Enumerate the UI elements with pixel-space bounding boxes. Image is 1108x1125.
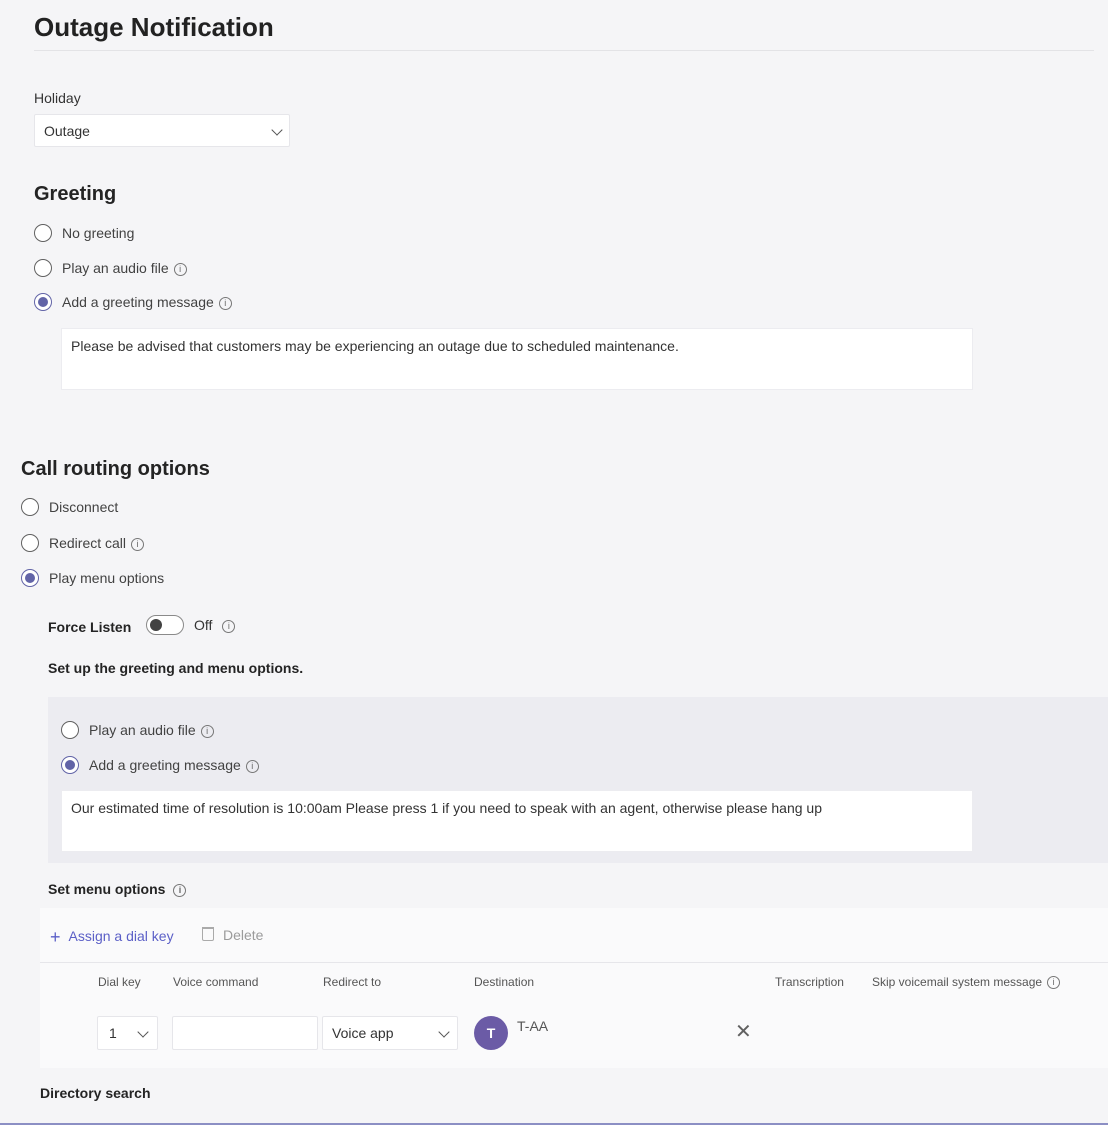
menu-greeting-message-text: Our estimated time of resolution is 10:00am Please press 1 if you need to speak with an agent, otherwise please hang up [71, 800, 822, 816]
column-header-destination: Destination [474, 975, 535, 989]
radio-label [62, 294, 232, 310]
greeting-heading: Greeting [34, 183, 117, 205]
toggle-knob [150, 619, 162, 631]
trash-icon [202, 927, 214, 941]
assign-dial-key-label: Assign a dial key [68, 928, 174, 944]
delete-label: Delete [223, 927, 264, 943]
holiday-select-value: Outage [44, 123, 90, 139]
voice-command-input[interactable] [172, 1016, 318, 1050]
column-header-redirect-to: Redirect to [323, 975, 382, 989]
radio-label-text: Play an audio file [62, 260, 169, 276]
directory-search-heading: Directory search [40, 1085, 151, 1101]
radio-label-text: Redirect call [49, 535, 127, 551]
radio-label [62, 260, 187, 276]
radio-button[interactable] [34, 259, 52, 277]
menu-options-heading [48, 881, 186, 897]
radio-label: No greeting [62, 225, 135, 241]
info-icon[interactable]: i [131, 538, 144, 551]
radio-label [49, 535, 144, 551]
redirect-to-value: Voice app [332, 1025, 394, 1041]
close-icon[interactable]: ✕ [735, 1021, 752, 1043]
radio-redirect-call[interactable] [21, 534, 321, 556]
radio-no-greeting[interactable] [34, 224, 334, 246]
chevron-down-icon [137, 1026, 148, 1037]
radio-button[interactable] [21, 498, 39, 516]
radio-disconnect[interactable] [21, 498, 321, 520]
radio-label [89, 722, 214, 738]
greeting-message-text: Please be advised that customers may be experiencing an outage due to scheduled maintenance. [71, 338, 679, 354]
radio-add-greeting-message[interactable] [34, 293, 334, 315]
radio-button-selected[interactable] [21, 569, 39, 587]
page-title: Outage Notification [34, 12, 274, 42]
force-listen-state [194, 617, 235, 633]
avatar: T [474, 1016, 508, 1050]
call-routing-heading: Call routing options [21, 458, 210, 480]
holiday-label: Holiday [34, 90, 81, 106]
radio-menu-add-greeting-message[interactable] [61, 756, 361, 778]
greeting-message-input[interactable] [61, 328, 973, 390]
destination-name: T-AA [517, 1018, 549, 1034]
add-icon: + [50, 927, 61, 947]
chevron-down-icon [438, 1026, 449, 1037]
radio-menu-play-audio-file[interactable] [61, 721, 361, 743]
force-listen-label: Force Listen [48, 619, 132, 635]
toggle-state-text: Off [194, 617, 213, 633]
setup-heading: Set up the greeting and menu options. [48, 660, 304, 676]
radio-label: Play menu options [49, 570, 165, 586]
column-header-dial-key: Dial key [98, 975, 141, 989]
assign-dial-key-button[interactable] [50, 927, 174, 948]
info-icon[interactable]: i [173, 884, 186, 897]
radio-label-text: Play an audio file [89, 722, 196, 738]
delete-button[interactable] [202, 927, 263, 943]
radio-button[interactable] [34, 224, 52, 242]
radio-play-audio-file[interactable] [34, 259, 334, 281]
column-header-text: Skip voicemail system message [872, 975, 1043, 989]
radio-button-selected[interactable] [34, 293, 52, 311]
holiday-select[interactable] [34, 114, 290, 147]
force-listen-toggle[interactable] [146, 615, 184, 635]
title-divider [34, 50, 1094, 51]
table-divider [40, 962, 1108, 963]
column-header-voice-command: Voice command [173, 975, 259, 989]
radio-label: Disconnect [49, 499, 119, 515]
redirect-to-select[interactable] [322, 1016, 458, 1050]
info-icon[interactable]: i [1047, 976, 1060, 989]
column-header-transcription: Transcription [775, 975, 844, 989]
radio-label [89, 757, 259, 773]
info-icon[interactable]: i [174, 263, 187, 276]
radio-button[interactable] [61, 721, 79, 739]
chevron-down-icon [271, 124, 282, 135]
dial-key-select[interactable] [97, 1016, 158, 1050]
radio-button[interactable] [21, 534, 39, 552]
column-header-skip-voicemail [872, 975, 1060, 989]
menu-greeting-message-input[interactable] [61, 790, 973, 852]
radio-button-selected[interactable] [61, 756, 79, 774]
info-icon[interactable]: i [219, 297, 232, 310]
info-icon[interactable]: i [201, 725, 214, 738]
info-icon[interactable]: i [246, 760, 259, 773]
info-icon[interactable]: i [222, 620, 235, 633]
dial-key-value: 1 [109, 1025, 117, 1041]
radio-label-text: Add a greeting message [62, 294, 214, 310]
menu-options-heading-text: Set menu options [48, 881, 166, 897]
radio-play-menu-options[interactable] [21, 569, 321, 591]
radio-label-text: Add a greeting message [89, 757, 241, 773]
